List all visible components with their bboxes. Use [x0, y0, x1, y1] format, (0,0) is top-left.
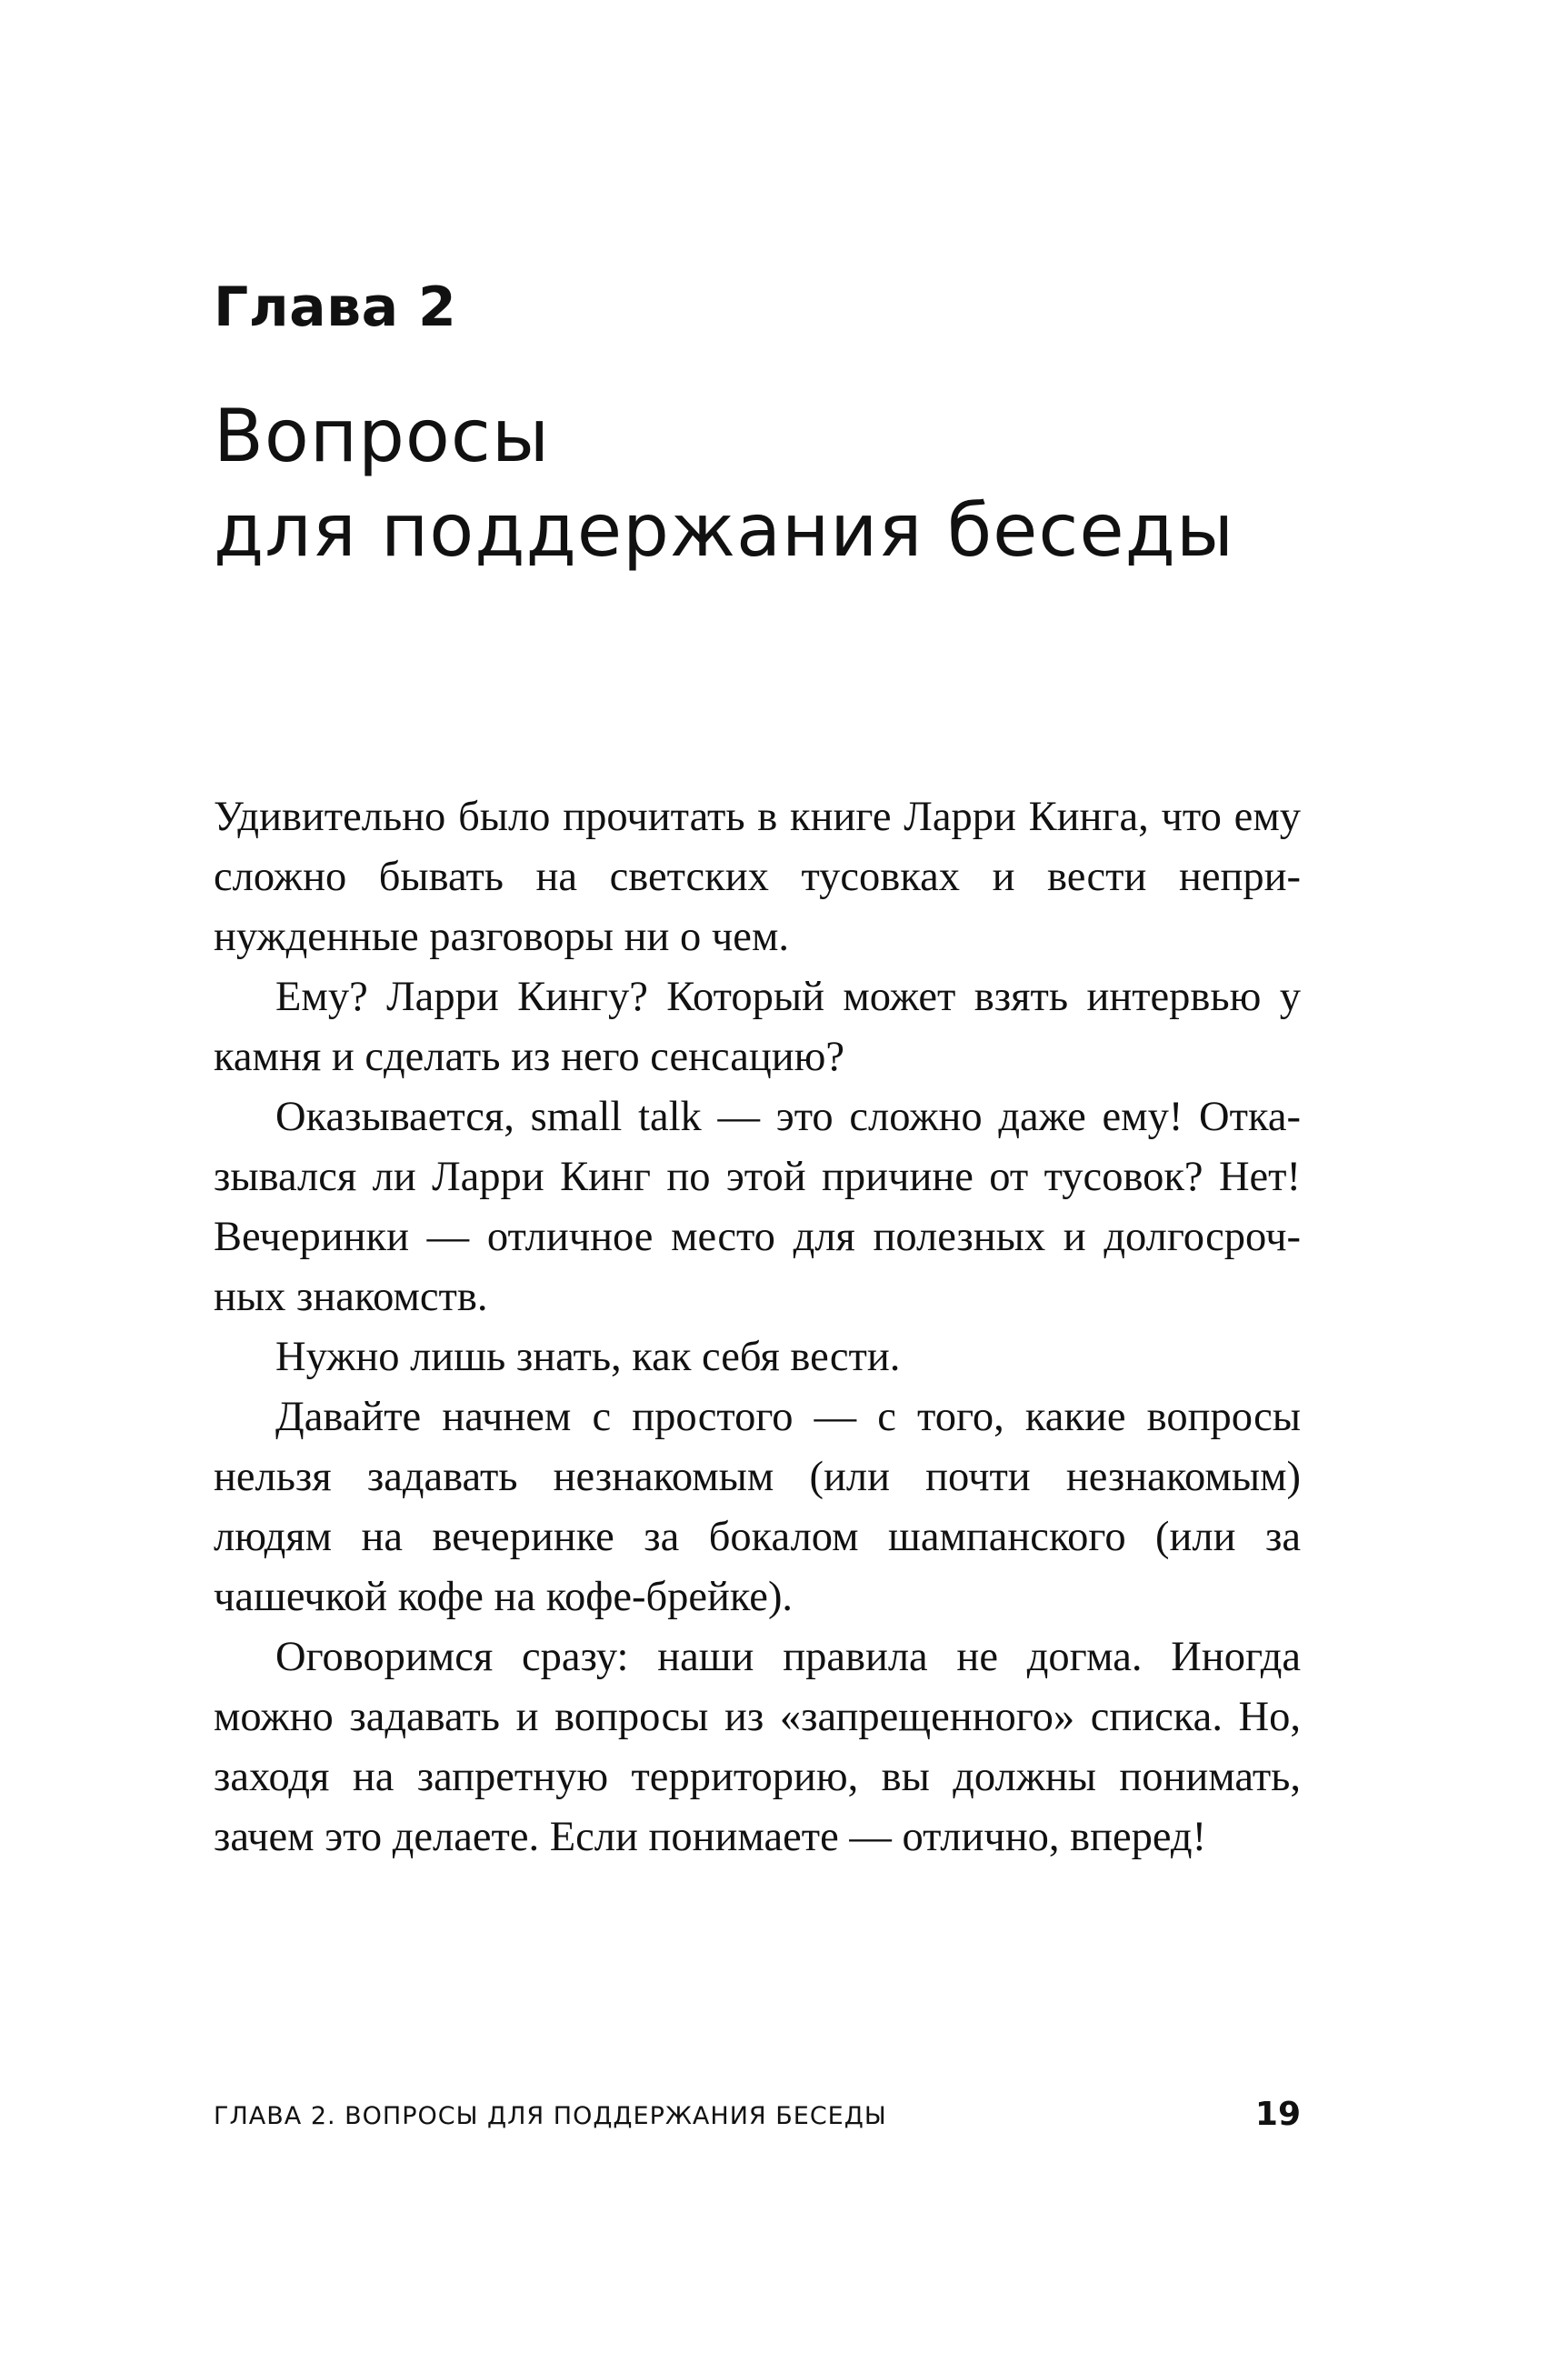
- page-number: 19: [1254, 2096, 1301, 2133]
- paragraph: Удивительно было прочитать в книге Ларри Кинга, что ему сложно бывать на светских тусовках и вести непринужденные разговоры ни о чем.: [214, 794, 1301, 960]
- chapter-title: [214, 389, 1395, 578]
- paragraph: Ему? Ларри Кингу? Который может взять интервью у камня и сделать из него сенсацию?: [214, 974, 1301, 1080]
- paragraph: Нужно лишь знать, как себя вести.: [275, 1334, 901, 1380]
- paragraph: Оказывается, small talk — это сложно даже ему! Отказывался ли Ларри Кинг по этой причине от тусовок? Нет! Вечеринки — отличное место для полезных и долгосрочных знакомств.: [214, 1094, 1301, 1320]
- running-head: ГЛАВА 2. ВОПРОСЫ ДЛЯ ПОДДЕРЖАНИЯ БЕСЕДЫ: [214, 2102, 887, 2130]
- body-text: [214, 787, 1301, 1867]
- paragraph: Оговоримся сразу: наши правила не догма. Иногда можно задавать и вопросы из «запрещенного» списка. Но, заходя на запретную территорию, вы должны понимать, зачем это делаете. Если понимаете — отлично, вперед!: [214, 1634, 1301, 1860]
- chapter-label: Глава 2: [214, 275, 457, 339]
- chapter-title-line-2: для поддержания беседы: [214, 488, 1235, 573]
- chapter-title-line-1: Вопросы: [214, 394, 551, 478]
- paragraph: Давайте начнем с простого — с того, какие вопросы нельзя задавать незнакомым (или почти незнакомым) людям на вечеринке за бокалом шампанского (или за чашечкой кофе на кофе-брейке).: [214, 1394, 1301, 1620]
